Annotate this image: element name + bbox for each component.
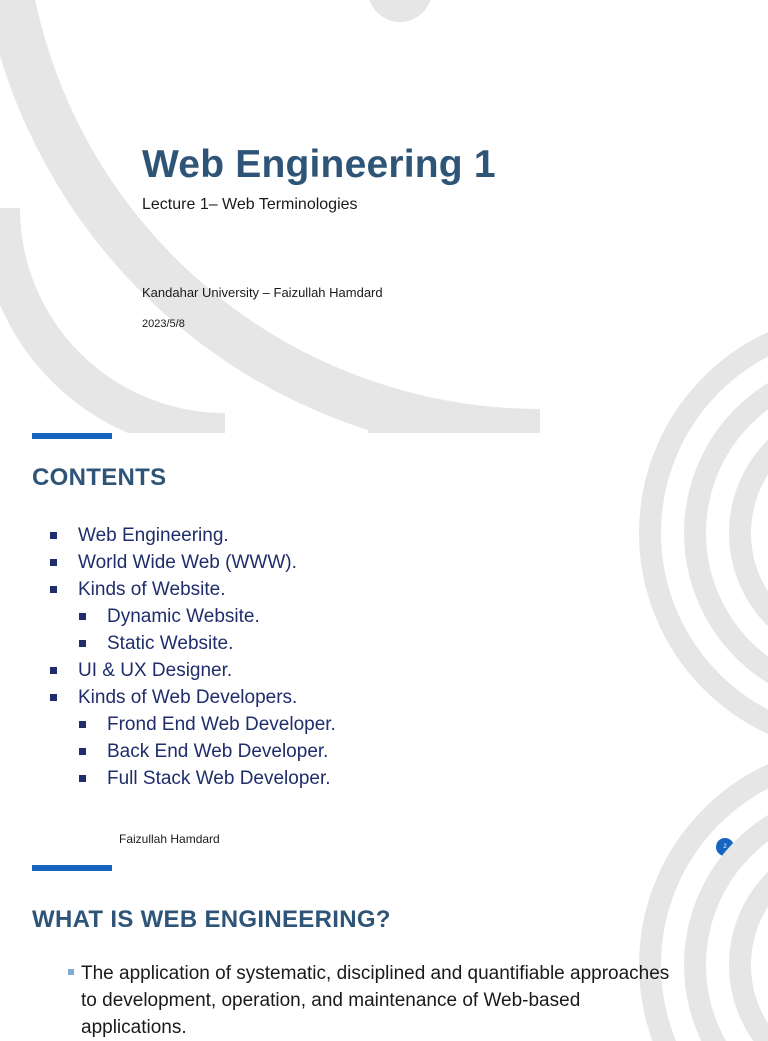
date-label: 2023/5/8: [142, 318, 185, 330]
contents-item: Full Stack Web Developer.: [75, 765, 336, 792]
contents-item: Kinds of Website.: [46, 576, 336, 603]
accent-bar: [32, 865, 112, 871]
bullet-icon: [68, 969, 74, 975]
contents-item: UI & UX Designer.: [46, 657, 336, 684]
contents-heading: CONTENTS: [32, 464, 167, 491]
contents-item: Web Engineering.: [46, 522, 336, 549]
definition-heading: WHAT IS WEB ENGINEERING?: [32, 906, 391, 933]
contents-list: [46, 522, 336, 792]
contents-slide: [0, 433, 768, 865]
footer-author: Faizullah Hamdard: [119, 832, 220, 846]
contents-item: Back End Web Developer.: [75, 738, 336, 765]
definition-text: The application of systematic, disciplined and quantifiable approaches to development, operation, and maintenance of Web-based applications.: [81, 963, 670, 1038]
accent-bar: [32, 433, 112, 439]
lecture-subtitle: Lecture 1– Web Terminologies: [142, 196, 358, 213]
presentation-title: Web Engineering 1: [142, 143, 496, 186]
contents-item: Frond End Web Developer.: [75, 711, 336, 738]
author-line: Kandahar University – Faizullah Hamdard: [142, 285, 383, 300]
contents-item: Kinds of Web Developers.: [46, 684, 336, 711]
contents-item: Dynamic Website.: [75, 603, 336, 630]
title-slide: [0, 0, 768, 433]
contents-item: World Wide Web (WWW).: [46, 549, 336, 576]
contents-item: Static Website.: [75, 630, 336, 657]
background-arc-decoration: [0, 0, 768, 433]
page-number-badge: 2: [716, 838, 734, 856]
definition-bullet: [68, 960, 681, 1041]
definition-slide: [0, 865, 768, 1038]
